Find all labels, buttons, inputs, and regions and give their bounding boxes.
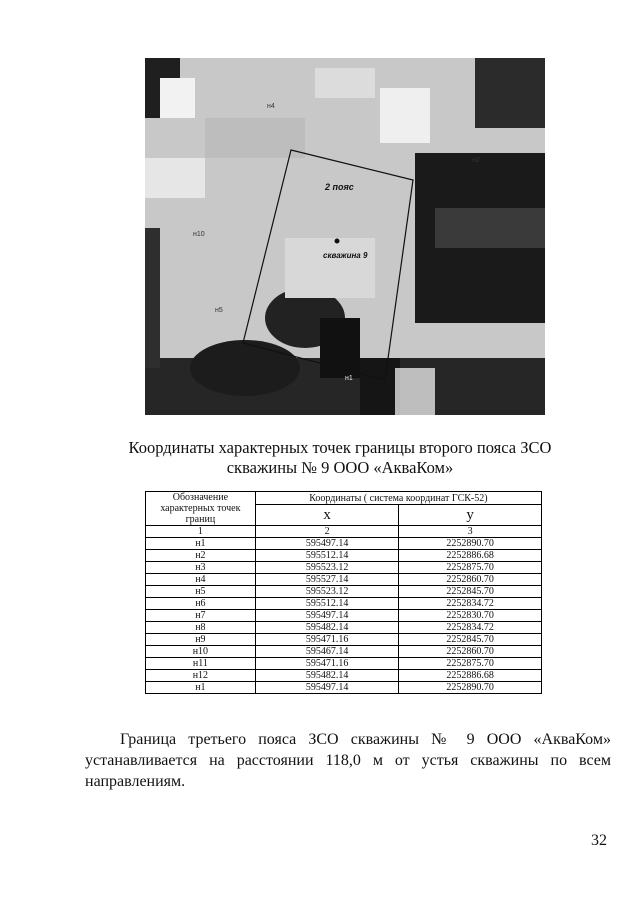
x-cell: 595527.14 [255,574,399,586]
table-row [146,658,542,670]
y-cell: 2252834.72 [399,598,542,610]
zone-label: 2 пояс [325,182,354,192]
point-cell: н2 [146,550,256,562]
x-cell: 595467.14 [255,646,399,658]
col-header-coords: Координаты ( система координат ГСК-52) [255,492,541,505]
x-cell: 595471.16 [255,658,399,670]
y-cell: 2252875.70 [399,658,542,670]
x-cell: 595471.16 [255,634,399,646]
table-cell: 2 [255,526,399,538]
point-cell: н8 [146,622,256,634]
y-cell: 2252845.70 [399,586,542,598]
table-cell: 3 [399,526,542,538]
x-cell: 595482.14 [255,670,399,682]
point-cell: н7 [146,610,256,622]
y-cell: 2252875.70 [399,562,542,574]
point-cell: н9 [146,634,256,646]
y-cell: 2252890.70 [399,682,542,694]
y-cell: 2252834.72 [399,622,542,634]
x-cell: 595523.12 [255,562,399,574]
paragraph-rest: устанавливается на расстоянии 118,0 м от устья скважины по всем направлениям. [85,752,611,790]
aerial-map [145,58,545,415]
point-label: н4 [267,103,275,110]
well-label: скважина 9 [323,251,368,260]
x-cell: 595512.14 [255,598,399,610]
x-cell: 595497.14 [255,538,399,550]
point-label: н2 [472,157,480,164]
x-cell: 595523.12 [255,586,399,598]
point-cell: н5 [146,586,256,598]
caption-line: Координаты характерных точек границы второго пояса ЗСО [128,438,552,457]
x-cell: 595512.14 [255,550,399,562]
paragraph-first-line: Граница третьего пояса ЗСО скважины № 9 ООО «АкваКом» [120,731,611,748]
y-cell: 2252890.70 [399,538,542,550]
table-row [146,622,542,634]
numbering-row [146,526,542,538]
point-label: н5 [215,307,223,314]
point-label: н1 [345,375,353,382]
table-row [146,586,542,598]
page-number: 32 [591,832,607,849]
table-row [146,538,542,550]
table-row [146,682,542,694]
x-cell: 595482.14 [255,622,399,634]
y-cell: 2252860.70 [399,574,542,586]
col-header-y: у [399,505,542,526]
point-cell: н10 [146,646,256,658]
y-cell: 2252860.70 [399,646,542,658]
point-cell: н1 [146,538,256,550]
coordinates-table [145,491,542,694]
y-cell: 2252845.70 [399,634,542,646]
point-cell: н12 [146,670,256,682]
caption-line: скважины № 9 ООО «АкваКом» [226,458,454,477]
well-marker [335,239,340,244]
point-cell: н6 [146,598,256,610]
point-cell: н1 [146,682,256,694]
point-label: н10 [193,231,205,238]
point-cell: н3 [146,562,256,574]
table-row [146,562,542,574]
table-row [146,634,542,646]
x-cell: 595497.14 [255,682,399,694]
col-header-x: x [255,505,399,526]
body-paragraph [85,729,611,792]
table-row [146,610,542,622]
y-cell: 2252830.70 [399,610,542,622]
point-cell: н4 [146,574,256,586]
point-cell: н11 [146,658,256,670]
table-row [146,646,542,658]
table-caption [60,438,620,478]
col-header-point: Обозначение характерных точек границ [146,492,256,526]
table-row [146,574,542,586]
table-cell: 1 [146,526,256,538]
table-row [146,598,542,610]
y-cell: 2252886.68 [399,670,542,682]
table-row [146,550,542,562]
x-cell: 595497.14 [255,610,399,622]
table-row [146,670,542,682]
y-cell: 2252886.68 [399,550,542,562]
